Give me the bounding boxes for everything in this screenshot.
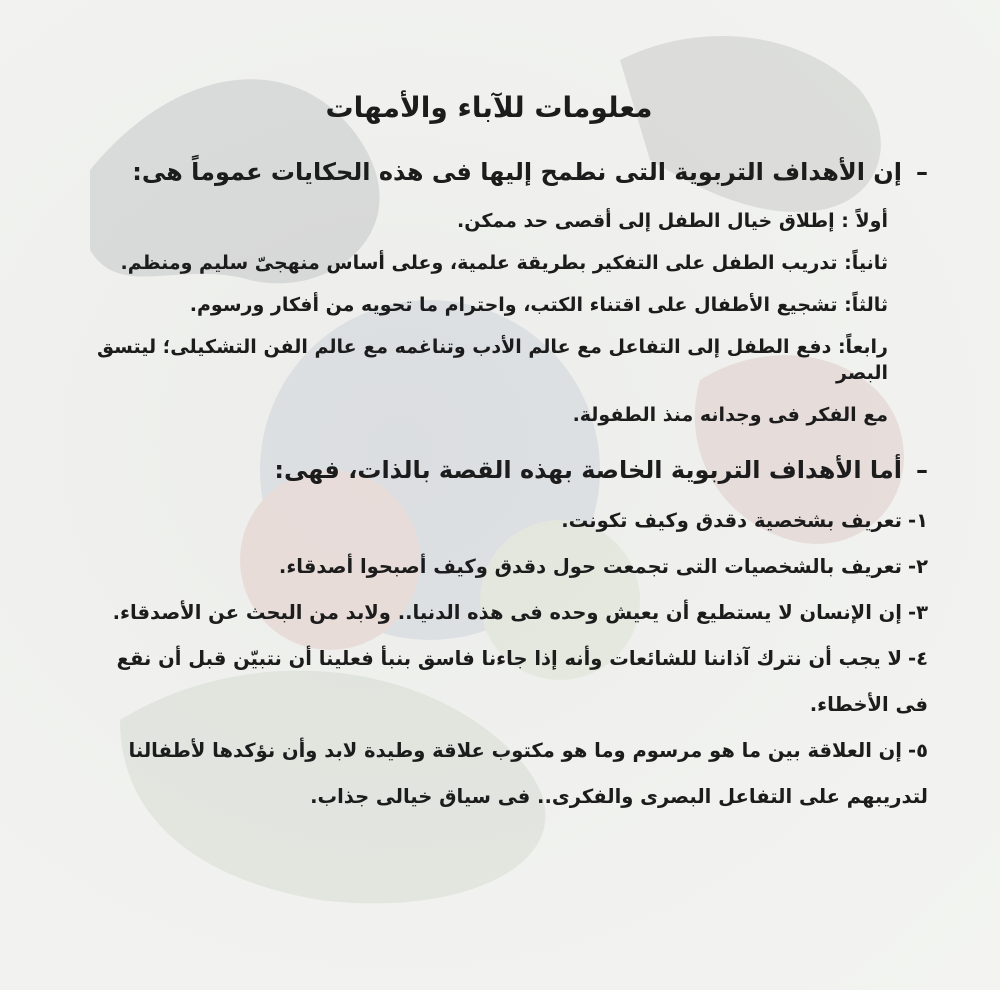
list-item	[80, 208, 888, 234]
item-number: ٥-	[908, 739, 928, 762]
item-number: ١-	[908, 509, 928, 532]
list-item-text: إن العلاقة بين ما هو مرسوم وما هو مكتوب علاقة وطيدة لابد وأن نؤكدها لأطفالنا	[128, 739, 902, 762]
list-item	[80, 598, 928, 628]
page-title: معلومات للآباء والأمهات	[325, 91, 653, 124]
general-goals-heading-text: إن الأهداف التربوية التى نطمح إليها فى هذه الحكايات عموماً هى:	[132, 158, 902, 186]
list-item-text-continued: فى الأخطاء.	[809, 693, 928, 716]
list-item	[80, 506, 928, 536]
list-item	[80, 736, 928, 812]
content	[80, 88, 928, 812]
list-item-text: رابعاً: دفع الطفل إلى التفاعل مع عالم الأدب وتناغمه مع عالم الفن التشكيلى؛ ليتسق البصر	[96, 336, 888, 384]
list-item-text: ثالثاً: تشجيع الأطفال على اقتناء الكتب، واحترام ما تحويه من أفكار ورسوم.	[189, 294, 888, 316]
general-goals-list	[80, 208, 928, 428]
dash-bullet: –	[916, 158, 928, 186]
list-item-text: تعريف بشخصية دقدق وكيف تكونت.	[561, 509, 902, 532]
specific-goals-list	[80, 506, 928, 812]
general-goals-heading	[80, 152, 928, 192]
list-item	[80, 644, 928, 720]
item-number: ٣-	[908, 601, 928, 624]
list-item-text: تعريف بالشخصيات التى تجمعت حول دقدق وكيف أصبحوا أصدقاء.	[278, 555, 902, 578]
item-number: ٤-	[908, 647, 928, 670]
list-item	[80, 552, 928, 582]
item-number: ٢-	[908, 555, 928, 578]
list-item-text: لا يجب أن نترك آذاننا للشائعات وأنه إذا جاءنا فاسق بنبأ فعلينا أن نتبيّن قبل أن نقع	[116, 647, 902, 670]
specific-goals-heading	[80, 450, 928, 490]
list-item	[80, 250, 888, 276]
dash-bullet: –	[916, 456, 928, 484]
list-item	[80, 334, 888, 428]
specific-goals-heading-text: أما الأهداف التربوية الخاصة بهذه القصة بالذات، فهى:	[274, 456, 902, 484]
list-item-text-continued: لتدريبهم على التفاعل البصرى والفكرى.. فى سياق خيالى جذاب.	[310, 785, 928, 808]
list-item-text: ثانياً: تدريب الطفل على التفكير بطريقة علمية، وعلى أساس منهجىّ سليم ومنظم.	[120, 252, 888, 274]
list-item-text-continued: مع الفكر فى وجدانه منذ الطفولة.	[572, 404, 888, 426]
list-item	[80, 292, 888, 318]
list-item-text: إن الإنسان لا يستطيع أن يعيش وحده فى هذه الدنيا.. ولابد من البحث عن الأصدقاء.	[112, 601, 902, 624]
list-item-text: أولاً : إطلاق خيال الطفل إلى أقصى حد ممكن.	[457, 210, 888, 232]
